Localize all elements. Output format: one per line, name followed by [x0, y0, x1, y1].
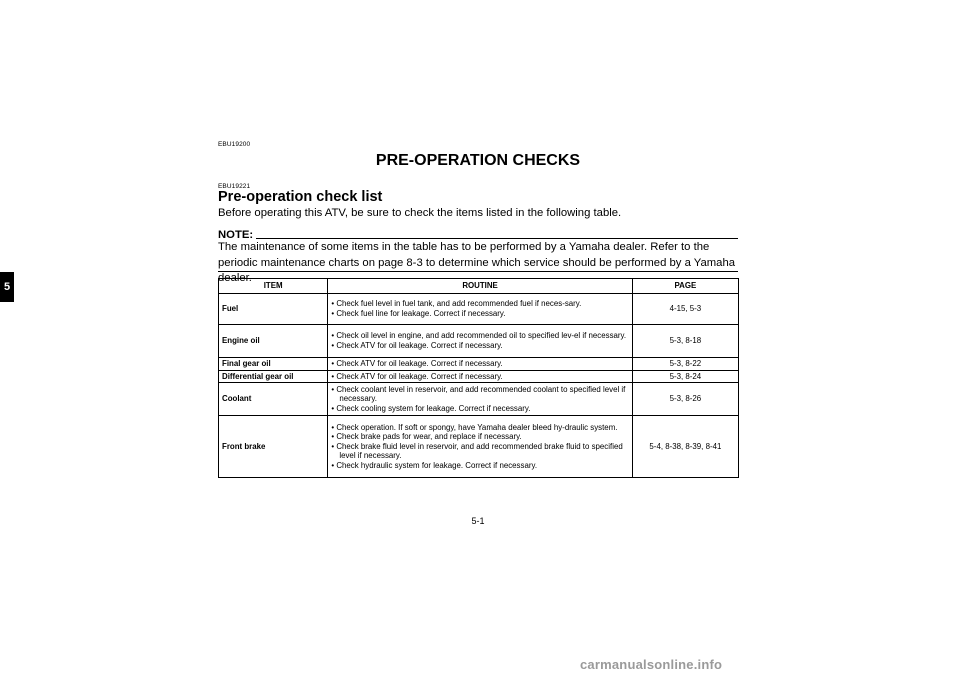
section-code-sub: EBU19221 [218, 183, 251, 190]
routine-step: • Check ATV for oil leakage. Correct if necessary. [331, 359, 628, 369]
note-text: The maintenance of some items in the table has to be performed by a Yamaha dealer. Refer to the periodic maintenance charts on page 8-3 to determine which service should be performed by a Yamaha dealer. [218, 241, 736, 284]
column-header-page: PAGE [632, 279, 738, 294]
intro-text: Before operating this ATV, be sure to check the items listed in the following table. [218, 207, 622, 219]
section-code-main: EBU19200 [218, 141, 251, 148]
row-item: Coolant [219, 383, 328, 416]
row-routine [328, 358, 632, 371]
table-row [219, 416, 739, 478]
row-page: 5-3, 8-18 [632, 325, 738, 358]
note-rule-bottom [218, 271, 738, 272]
column-header-routine: ROUTINE [328, 279, 632, 294]
table-row [219, 358, 739, 371]
column-header-item: ITEM [219, 279, 328, 294]
routine-step: • Check fuel line for leakage. Correct if necessary. [331, 309, 628, 319]
routine-step: • Check operation. If soft or spongy, have Yamaha dealer bleed hy-draulic system. [331, 423, 628, 433]
page-title: PRE-OPERATION CHECKS [375, 152, 581, 169]
routine-step: • Check ATV for oil leakage. Correct if necessary. [331, 341, 628, 351]
routine-step: • Check oil level in engine, and add recommended oil to specified lev-el if necessary. [331, 331, 628, 341]
row-page: 5-3, 8-24 [632, 370, 738, 383]
note-label: NOTE: [218, 229, 254, 241]
row-item: Differential gear oil [219, 370, 328, 383]
routine-step: • Check brake fluid level in reservoir, and add recommended brake fluid to specified level if necessary. [331, 442, 628, 461]
table-header-row [219, 279, 739, 294]
routine-step: • Check brake pads for wear, and replace if necessary. [331, 432, 628, 442]
section-title: Pre-operation check list [218, 189, 383, 205]
routine-step: • Check fuel level in fuel tank, and add recommended fuel if neces-sary. [331, 299, 628, 309]
routine-step: • Check cooling system for leakage. Correct if necessary. [331, 404, 628, 414]
routine-step: • Check coolant level in reservoir, and add recommended coolant to specified level if necessary. [331, 385, 628, 404]
note-rule-top [256, 238, 738, 239]
row-item: Final gear oil [219, 358, 328, 371]
row-page: 4-15, 5-3 [632, 294, 738, 325]
routine-step: • Check hydraulic system for leakage. Correct if necessary. [331, 461, 628, 471]
row-item: Engine oil [219, 325, 328, 358]
watermark-text: carmanualsonline.info [580, 657, 723, 672]
row-page: 5-3, 8-26 [632, 383, 738, 416]
row-routine [328, 416, 632, 478]
table-row [219, 294, 739, 325]
row-routine [328, 294, 632, 325]
chapter-tab: 5 [0, 272, 14, 302]
table-row [219, 383, 739, 416]
pre-operation-check-table [218, 278, 739, 478]
table-row [219, 325, 739, 358]
table-row [219, 370, 739, 383]
page-number: 5-1 [471, 516, 485, 526]
row-routine [328, 383, 632, 416]
row-routine [328, 370, 632, 383]
row-item: Fuel [219, 294, 328, 325]
row-item: Front brake [219, 416, 328, 478]
row-page: 5-3, 8-22 [632, 358, 738, 371]
row-page: 5-4, 8-38, 8-39, 8-41 [632, 416, 738, 478]
routine-step: • Check ATV for oil leakage. Correct if necessary. [331, 372, 628, 382]
row-routine [328, 325, 632, 358]
